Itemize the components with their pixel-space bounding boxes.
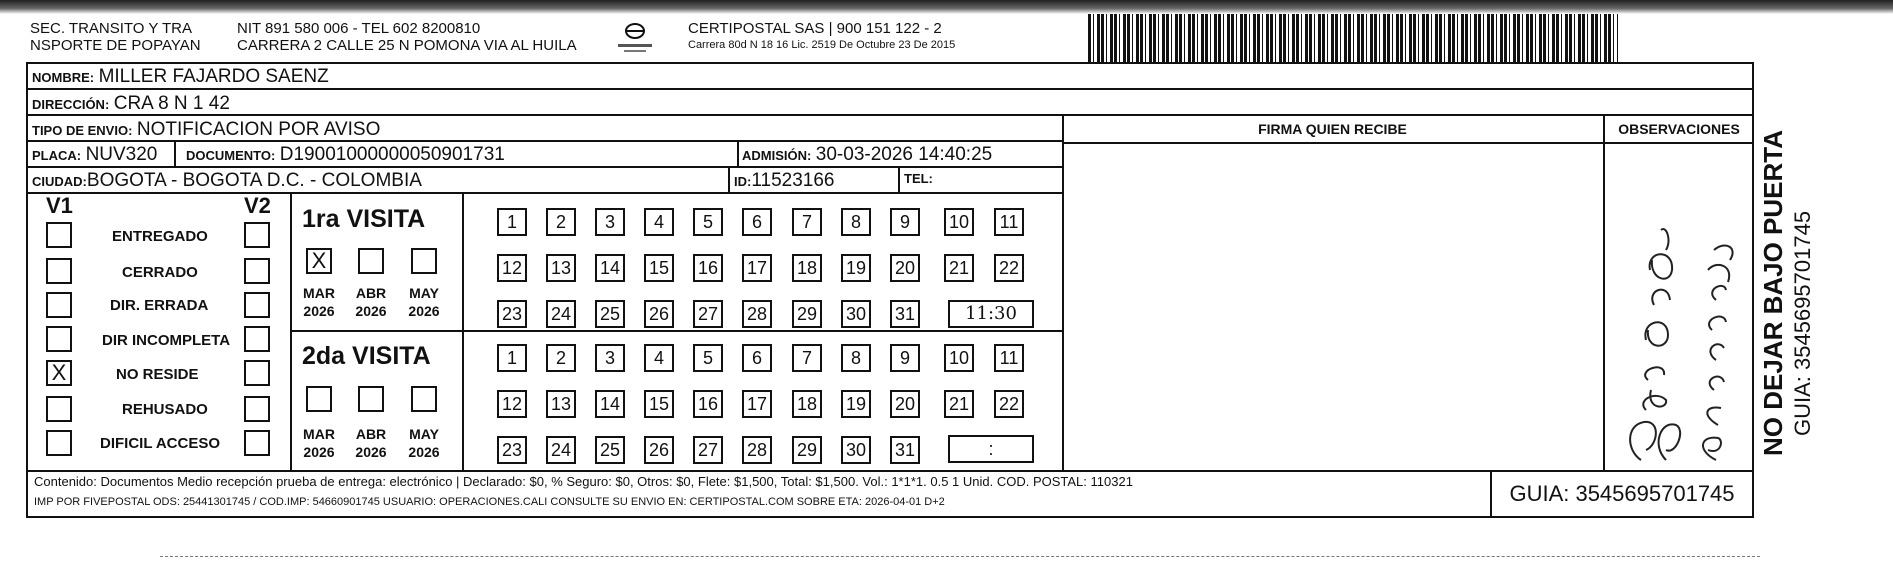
visit1-day-box[interactable]: 11 [994,208,1024,236]
ciudad-value: BOGOTA - BOGOTA D.C. - COLOMBIA [86,170,422,191]
visit1-month-mar: MAR [303,285,335,301]
status-dificil-acceso: DIFICIL ACCESO [100,435,221,452]
visit1-day-box[interactable]: 28 [742,300,772,328]
visit2-day-box[interactable]: 2 [546,344,576,372]
ciudad-label: CIUDAD: [32,174,87,189]
visit2-day-box[interactable]: 26 [644,436,674,464]
footer-guia: GUIA: 3545695701745 [1509,481,1735,506]
visit2-day-box[interactable]: 4 [644,344,674,372]
visit2-day-box[interactable]: 8 [841,344,871,372]
visit1-day-box[interactable]: 29 [792,300,822,328]
visit1-day-box[interactable]: 14 [595,254,625,282]
visit2-day-box[interactable]: 30 [841,436,871,464]
visit2-month-abr: ABR [355,426,387,442]
footer-imp: IMP POR FIVEPOSTAL ODS: 25441301745 / COD.IMP: 54660901745 USUARIO: OPERACIONES.CALI CONSULTE SU ENVIO EN: CERTIPOSTAL.COM SOBRE ETA: 2026-04-01 D+2 [34,496,945,508]
visit2-title: 2da VISITA [302,342,431,370]
status-entregado: ENTREGADO [112,228,208,245]
visit2-day-box[interactable]: 29 [792,436,822,464]
visit1-day-box[interactable]: 10 [944,208,974,236]
visit1-title: 1ra VISITA [302,205,426,233]
visit2-day-box[interactable]: 22 [994,390,1024,418]
visit1-month-abr: ABR [355,285,387,301]
tel-label: TEL: [904,171,933,186]
placa-row [26,142,1062,168]
divider [290,330,1062,332]
visit2-day-box[interactable]: 9 [890,344,920,372]
tipo-value: NOTIFICACION POR AVISO [136,119,381,140]
handwritten-signature [1606,210,1751,465]
visit2-day-box[interactable]: 28 [742,436,772,464]
divider [26,470,1754,472]
v1-checkbox-entregado[interactable] [46,222,72,248]
visit2-day-box[interactable]: 25 [595,436,625,464]
visit2-time-box[interactable]: : [948,435,1034,463]
status-dir-errada: DIR. ERRADA [110,297,209,314]
nit-line: NIT 891 580 006 - TEL 602 8200810 [237,20,481,37]
visit2-day-box[interactable]: 1 [497,344,527,372]
visit2-day-box[interactable]: 17 [742,390,772,418]
visit1-day-box[interactable]: 20 [890,254,920,282]
visit2-day-box[interactable]: 15 [644,390,674,418]
visit2-month-mar-checkbox[interactable] [306,386,332,412]
admision-label: ADMISIÓN: [742,148,812,163]
cut-line [160,556,1760,557]
direccion-label: DIRECCIÓN: [32,97,110,112]
status-rehusado: REHUSADO [122,401,208,418]
visit1-year: 2026 [355,303,387,319]
v1-checkbox-dir-errada[interactable] [46,292,72,318]
v1-checkbox-dir-incompleta[interactable] [46,326,72,352]
v1-checkbox-rehusado[interactable] [46,396,72,422]
visit1-day-box[interactable]: 7 [792,208,822,236]
visit2-day-box[interactable]: 3 [595,344,625,372]
ciudad-row [26,168,1062,194]
sender-line-2: NSPORTE DE POPAYAN [30,37,201,54]
visit2-month-mar: MAR [303,426,335,442]
visit2-month-may: MAY [409,426,439,442]
address-line: CARRERA 2 CALLE 25 N POMONA VIA AL HUILA [237,37,577,54]
visit2-day-box[interactable]: 5 [693,344,723,372]
documento-value: D19001000000050901731 [279,144,505,165]
side-warning: NO DEJAR BAJO PUERTA [1758,129,1788,456]
visit1-day-box[interactable]: 17 [742,254,772,282]
visit2-day-box[interactable]: 12 [497,390,527,418]
divider [1062,116,1064,470]
visit1-day-box[interactable]: 24 [546,300,576,328]
admision-value: 30-03-2026 14:40:25 [815,144,993,165]
courier-info [688,20,955,54]
v2-checkbox-dificil-acceso[interactable] [244,430,270,456]
placa-value: NUV320 [85,144,158,165]
visit1-day-box[interactable]: 13 [546,254,576,282]
visit1-day-box[interactable]: 2 [546,208,576,236]
visit1-day-box[interactable]: 31 [890,300,920,328]
courier-logo [612,20,658,56]
visit2-year: 2026 [408,444,440,460]
visit1-day-box[interactable]: 19 [841,254,871,282]
visit2-day-box[interactable]: 13 [546,390,576,418]
side-guia: GUIA: 3545695701745 [1790,210,1815,436]
visit1-month-may: MAY [409,285,439,301]
visit1-time-box[interactable]: 11:30 [948,300,1034,328]
visit1-day-box[interactable]: 5 [693,208,723,236]
visit2-day-box[interactable]: 27 [693,436,723,464]
visit1-day-box[interactable]: 26 [644,300,674,328]
visit1-day-box[interactable]: 18 [792,254,822,282]
divider [898,168,900,194]
v2-checkbox-rehusado[interactable] [244,396,270,422]
visit1-day-box[interactable]: 22 [994,254,1024,282]
visit1-day-box[interactable]: 6 [742,208,772,236]
sender-name [30,20,201,54]
sender-line-1: SEC. TRANSITO Y TRA [30,20,192,37]
visit2-day-box[interactable]: 7 [792,344,822,372]
visit2-year: 2026 [355,444,387,460]
visit1-day-box[interactable]: 9 [890,208,920,236]
visit1-day-box[interactable]: 4 [644,208,674,236]
divider [174,142,176,168]
status-cerrado: CERRADO [122,264,198,281]
visit1-day-box[interactable]: 3 [595,208,625,236]
visit2-day-box[interactable]: 6 [742,344,772,372]
observaciones-label: OBSERVACIONES [1618,121,1740,137]
direccion-value: CRA 8 N 1 42 [113,93,230,114]
tipo-row [26,116,1062,142]
visit2-day-box[interactable]: 21 [944,390,974,418]
v2-label: V2 [244,193,271,218]
visit2-day-box[interactable]: 16 [693,390,723,418]
status-dir-incompleta: DIR INCOMPLETA [102,332,231,349]
visit2-day-box[interactable]: 20 [890,390,920,418]
v2-checkbox-entregado[interactable] [244,222,270,248]
visit2-day-box[interactable]: 11 [994,344,1024,372]
visit1-month-abr-checkbox[interactable] [358,248,384,274]
visit2-day-box[interactable]: 24 [546,436,576,464]
scan-top-edge [0,0,1893,14]
visit2-day-box[interactable]: 18 [792,390,822,418]
firma-label: FIRMA QUIEN RECIBE [1258,121,1407,137]
v1-checkbox-no-reside[interactable]: X [46,360,72,386]
visit2-year: 2026 [303,444,335,460]
tipo-label: TIPO DE ENVIO: [32,123,133,138]
v1-label: V1 [46,193,73,218]
visit1-day-box[interactable]: 27 [693,300,723,328]
placa-label: PLACA: [32,148,82,163]
footer-contenido: Contenido: Documentos Medio recepción prueba de entrega: electrónico | Declarado: $0, % Seguro: $0, Otros: $0, Flete: $1,500, Total: $1,500. Vol.: 1*1*1. 0.5 1 Unid. COD. POSTAL: 110321 [34,474,1133,489]
divider [737,142,739,168]
visit2-day-box[interactable]: 31 [890,436,920,464]
visit1-day-box[interactable]: 30 [841,300,871,328]
v2-checkbox-dir-errada[interactable] [244,292,270,318]
courier-line-2: Carrera 80d N 18 16 Lic. 2519 De Octubre 23 De 2015 [688,39,956,51]
divider [290,194,292,470]
visit2-day-box[interactable]: 14 [595,390,625,418]
divider [1603,116,1605,470]
id-value: 11523166 [751,170,835,191]
v1-checkbox-dificil-acceso[interactable] [46,430,72,456]
documento-label: DOCUMENTO: [186,148,276,163]
visit1-day-box[interactable]: 16 [693,254,723,282]
visit1-day-box[interactable]: 25 [595,300,625,328]
nombre-value: MILLER FAJARDO SAENZ [98,66,329,87]
sender-contact [237,20,577,54]
v2-checkbox-cerrado[interactable] [244,258,270,284]
v2-checkbox-dir-incompleta[interactable] [244,326,270,352]
status-no-reside: NO RESIDE [116,366,199,383]
visit2-day-box[interactable]: 19 [841,390,871,418]
barcode [1088,14,1618,62]
divider [728,168,730,194]
visit1-year: 2026 [408,303,440,319]
visit1-year: 2026 [303,303,335,319]
v2-checkbox-no-reside[interactable] [244,360,270,386]
visit1-month-mar-checkbox[interactable]: X [306,248,332,274]
visit2-month-may-checkbox[interactable] [411,386,437,412]
direccion-row [26,90,1754,116]
divider [462,194,464,470]
id-label: ID: [734,174,752,189]
visit1-day-box[interactable]: 21 [944,254,974,282]
divider [1062,142,1754,144]
visit1-day-box[interactable]: 8 [841,208,871,236]
nombre-label: NOMBRE: [32,70,95,85]
visit1-day-box[interactable]: 1 [497,208,527,236]
courier-line-1: CERTIPOSTAL SAS | 900 151 122 - 2 [688,20,942,37]
visit1-day-box[interactable]: 12 [497,254,527,282]
v1-checkbox-cerrado[interactable] [46,258,72,284]
nombre-row [26,62,1754,90]
visit2-day-box[interactable]: 10 [944,344,974,372]
visit2-day-box[interactable]: 23 [497,436,527,464]
visit2-month-abr-checkbox[interactable] [358,386,384,412]
visit1-day-box[interactable]: 23 [497,300,527,328]
visit1-month-may-checkbox[interactable] [411,248,437,274]
visit1-day-box[interactable]: 15 [644,254,674,282]
